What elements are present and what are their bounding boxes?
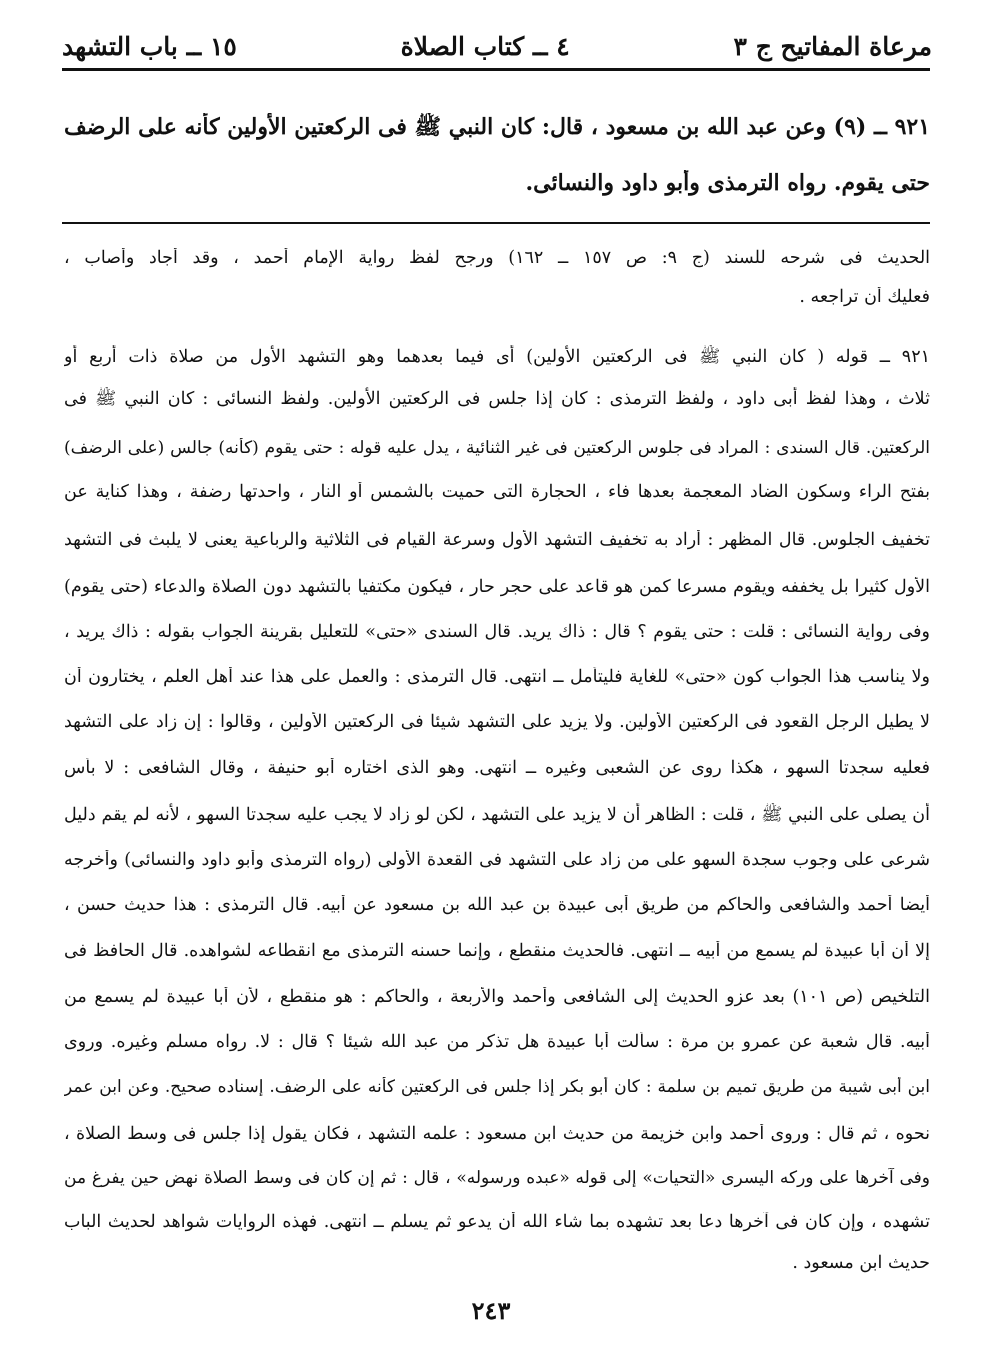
commentary-line: أن يصلى على النبي ﷺ ، قلت : الظاهر أن لا يزيد على التشهد ، لكن لو زاد لا يجب عليه سجدتا السهو ، لأنه لم يقم دليل	[64, 805, 930, 825]
section-divider	[62, 222, 930, 224]
running-header	[62, 26, 932, 66]
commentary-line: حديث ابن مسعود .	[792, 1253, 930, 1273]
header-rule	[62, 68, 930, 71]
commentary-line: ولا يناسب هذا الجواب كون «حتى» للغاية فليتأمل ــ انتهى. قال الترمذى : والعمل على هذا عند أهل العلم ، يختارون أن	[64, 667, 930, 687]
commentary-line: وفى آخرها على وركه اليسرى «التحيات» إلى قوله «عبده ورسوله» ، قال : ثم إن كان فى وسط الصلاة نهض حين يفرغ من	[64, 1168, 930, 1188]
commentary-line: تخفيف الجلوس. قال المظهر : أراد به تخفيف التشهد الأول وسرعة القيام فى الثلاثية والرباعية يعنى لا يلبث فى التشهد	[64, 530, 930, 550]
commentary-line: وفى رواية النسائى : قلت : حتى يقوم ؟ قال : ذاك يريد. قال السندى «حتى» للتعليل بقرينة الجواب بقوله : ذاك يريد ،	[64, 622, 930, 642]
commentary-line: ابن أبى شيبة من طريق تميم بن سلمة : كان أبو بكر إذا جلس فى الركعتين كأنه على الرضف. إسناده صحيح. وعن ابن عمر	[64, 1077, 930, 1097]
commentary-line: فعليه سجدتا السهو ، هكذا روى عن الشعبى وغيره ــ انتهى. وهو الذى اختاره أبو حنيفة ، وقال الشافعى : لا بأس	[64, 758, 930, 778]
commentary-line: نحوه ، ثم قال : وروى أحمد وابن خزيمة من حديث ابن مسعود : علمه التشهد ، فكان يقول إذا جلس فى وسط الصلاة ،	[64, 1124, 930, 1144]
commentary-line: لا يطيل الرجل القعود فى الركعتين الأولين. ولا يزيد على التشهد شيئا فى الركعتين الأولين ، وقالوا : إن زاد على التشهد	[64, 712, 930, 732]
commentary-line: إلا أن أبا عبيدة لم يسمع من أبيه ــ انتهى. فالحديث منقطع ، وإنما حسنه الترمذى مع انقطاعه لشواهده. قال الحافظ فى	[64, 941, 930, 961]
commentary-line: الأول كثيرا بل يخففه ويقوم مسرعا كمن هو قاعد على حجر حار ، فيكون مكتفيا بالتشهد دون الصلاة والدعاء (حتى يقوم)	[64, 577, 930, 597]
commentary-line: تشهده ، وإن كان فى آخرها دعا بعد تشهده بما شاء الله أن يدعو ثم يسلم ــ انتهى. فهذه الروايات شواهد لحديث الباب	[64, 1212, 930, 1232]
commentary-line: فعليك أن تراجعه .	[799, 287, 930, 307]
commentary-line: أبيه. قال شعبة عن عمرو بن مرة : سألت أبا عبيدة هل تذكر من عبد الله شيئا ؟ قال : لا. رواه مسلم وغيره. وروى	[64, 1032, 930, 1052]
commentary-line: الحديث فى شرحه للسند (ج ٩: ص ١٥٧ ــ ١٦٢) ورجح لفظ رواية الإمام أحمد ، وقد أجاد وأصاب ،	[64, 248, 930, 268]
hadith-line: حتى يقوم. رواه الترمذى وأبو داود والنسائى.	[525, 170, 930, 196]
page-number: ٢٤٣	[471, 1296, 511, 1325]
commentary-line: شرعى على وجوب سجدة السهو على من زاد على التشهد فى القعدة الأولى (رواه الترمذى وأبو داود والنسائى) وأخرجه	[64, 850, 930, 870]
header-chapter: ٤ ــ كتاب الصلاة	[400, 31, 570, 61]
header-section: ١٥ ــ باب التشهد	[62, 31, 237, 61]
commentary-line: ٩٢١ ــ قوله ( كان النبي ﷺ فى الركعتين الأولين) أى فيما بعدهما وهو التشهد الأول من صلاة ذات أربع أو	[64, 347, 930, 367]
hadith-line: ٩٢١ ــ (٩) وعن عبد الله بن مسعود ، قال: كان النبي ﷺ فى الركعتين الأولين كأنه على الرضف	[64, 114, 930, 140]
header-book-title: مرعاة المفاتيح ج ٣	[733, 31, 932, 61]
commentary-line: بفتح الراء وسكون الضاد المعجمة بعدها فاء ، الحجارة التى حميت بالشمس أو النار ، واحدتها رضفة ، وهذا كناية عن	[64, 482, 930, 502]
commentary-line: أيضا أحمد والشافعى والحاكم من طريق أبى عبيدة بن عبد الله بن مسعود عن أبيه. قال الترمذى : هذا حديث حسن ،	[64, 895, 930, 915]
commentary-line: الركعتين. قال السندى : المراد فى جلوس الركعتين فى غير الثنائية ، يدل عليه قوله : حتى يقوم (كأنه) جالس (على الرضف)	[64, 438, 930, 458]
commentary-line: التلخيص (ص ١٠١) بعد عزو الحديث إلى الشافعى وأحمد والأربعة ، والحاكم : هو منقطع ، لأن أبا عبيدة لم يسمع من	[64, 987, 930, 1007]
commentary-line: ثلاث ، وهذا لفظ أبى داود ، ولفظ الترمذى : كان إذا جلس فى الركعتين الأولين. ولفظ النسائى : كان النبي ﷺ فى	[64, 389, 930, 409]
